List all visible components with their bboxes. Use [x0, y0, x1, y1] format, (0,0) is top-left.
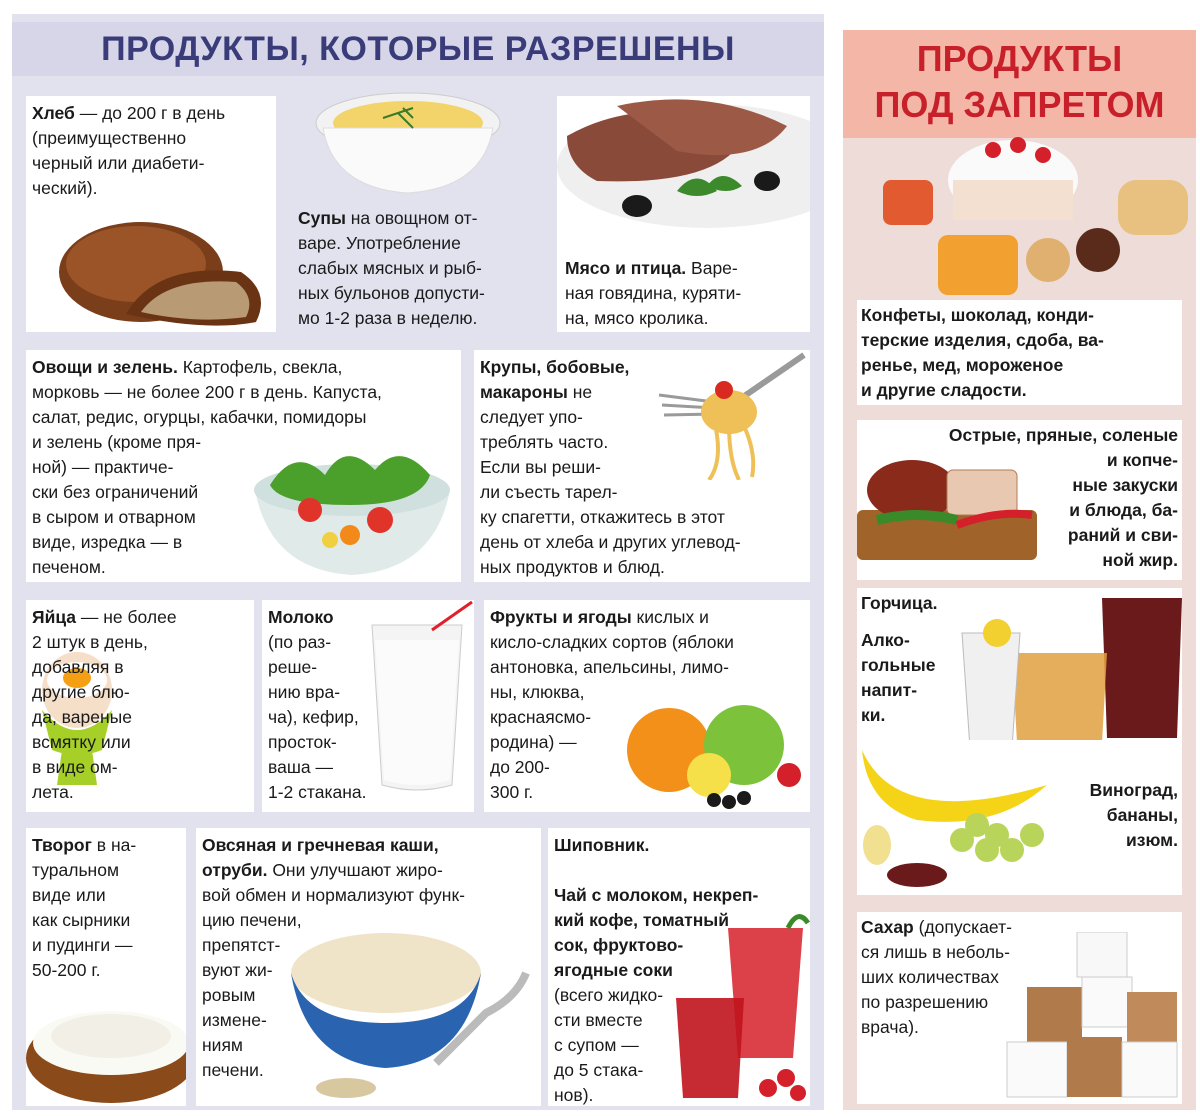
- curd-card: Творог в на- туральном виде или как сырники и пудинги — 50-200 г.: [26, 828, 186, 1106]
- sugar-card: Сахар (допускает- ся лишь в неболь- ших количествах по разрешению врача).: [857, 912, 1182, 1104]
- bread-card: Хлеб — до 200 г в день (преимущественно черный или диабети- ческий).: [26, 96, 276, 332]
- allowed-title: ПРОДУКТЫ, КОТОРЫЕ РАЗРЕШЕНЫ: [12, 22, 824, 76]
- cottage-cheese-icon: [26, 998, 186, 1106]
- spicy-card: Острые, пряные, соленые и копче- ные закуски и блюда, ба- раний и сви- ной жир.: [857, 420, 1182, 580]
- fruits-card: Фрукты и ягоды кислых и кисло-сладких сортов (яблоки антоновка, апельсины, лимо- ны, клюква, краснаясмо- родина) — до 200- 300 г.: [484, 600, 810, 812]
- vegetables-card: Овощи и зелень. Картофель, свекла, морковь — не более 200 г в день. Капуста, салат, редис, огурцы, кабачки, помидоры и зелень (кроме пря- ной) — практиче- ски без ограничений в сыром и отварном виде, изредка — в печеном.: [26, 350, 461, 582]
- milk-card: Молоко (по раз- реше- нию вра- ча), кефир, просток- ваша — 1-2 стакана.: [262, 600, 474, 812]
- soup-bowl-icon: [303, 88, 513, 198]
- grapes-bananas-card: Виноград, бананы, изюм.: [857, 740, 1182, 895]
- bread-icon: [56, 202, 271, 332]
- sweets-card: Конфеты, шоколад, конди- терские изделия, сдоба, ва- ренье, мед, мороженое и другие сладости.: [857, 300, 1182, 405]
- cakes-icon: [843, 120, 1196, 295]
- meat-plate-icon: [557, 96, 810, 231]
- forbidden-title: ПРОДУКТЫ ПОД ЗАПРЕТОМ: [843, 30, 1196, 138]
- porridge-card: Овсяная и гречневая каши, отруби. Они улучшают жиро- вой обмен и нормализуют функ- цию печени, препятст- вуют жи- ровым измене- ниям печени.: [196, 828, 541, 1106]
- grains-card: Крупы, бобовые, макароны не следует упо- треблять часто. Если вы реши- ли съесть тарел- ку спагетти, откажитесь в этот день от хлеба и других углевод- ных продуктов и блюд.: [474, 350, 810, 582]
- drinks-card: Шиповник. Чай с молоком, некреп- кий кофе, томатный сок, фруктово- ягодные соки (всего жидко- сти вместе с супом — до 5 стака- нов).: [548, 828, 810, 1106]
- eggs-card: Яйца — не более 2 штук в день, добавляя в другие блю- да, вареные всмятку или в виде ом- лета.: [26, 600, 254, 812]
- soup-card: Супы на овощном от- варе. Употребление слабых мясных и рыб- ных бульонов допусти- мо 1-2 раза в неделю.: [295, 84, 527, 332]
- meat-card: Мясо и птица. Варе- ная говядина, куряти- на, мясо кролика.: [557, 96, 810, 332]
- mustard-alcohol-card: Горчица. Алко- гольные напит- ки.: [857, 588, 1182, 753]
